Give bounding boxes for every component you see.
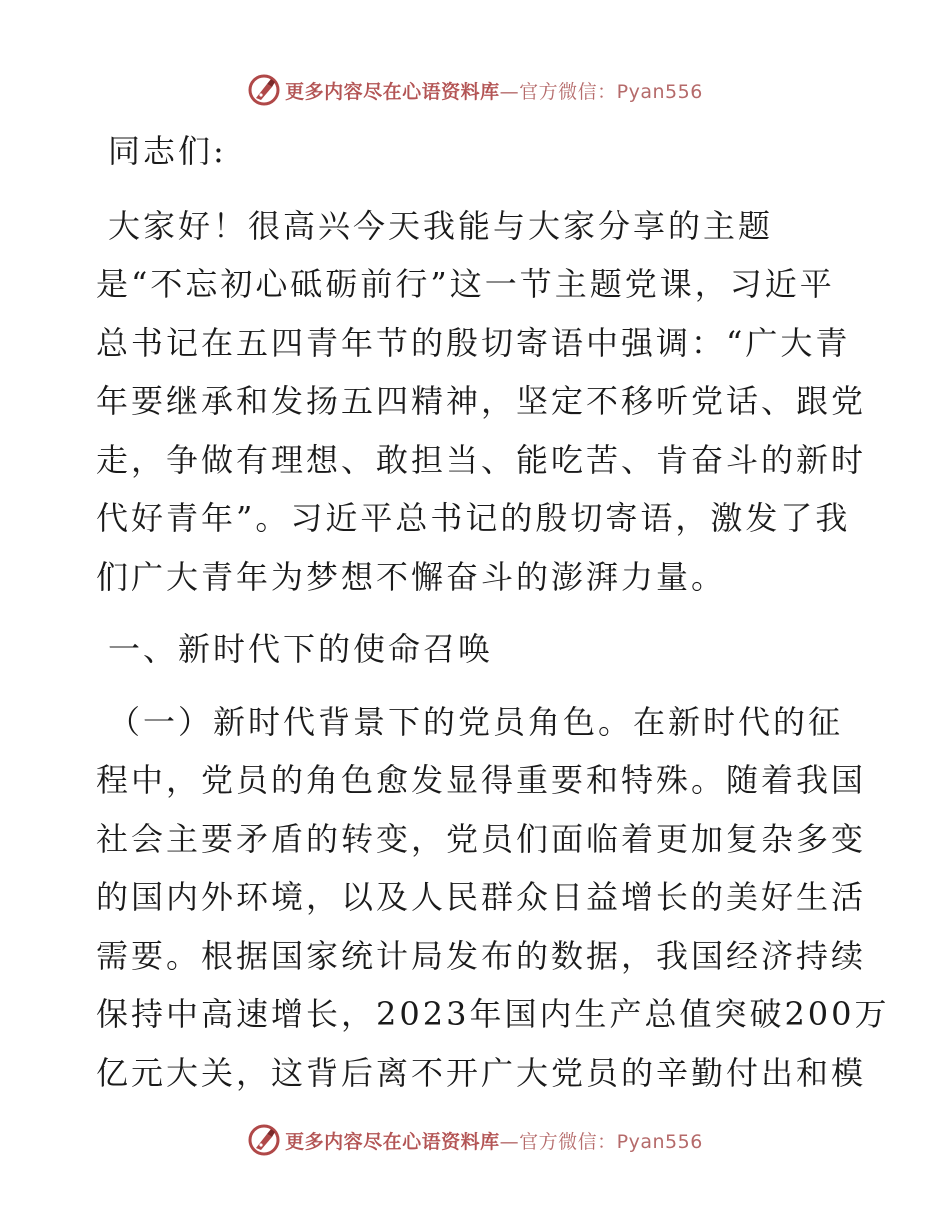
- paragraph-line: 亿元大关，这背后离不开广大党员的辛勤付出和模: [96, 1053, 867, 1092]
- paragraph-line: （一）新时代背景下的党员角色。在新时代的征: [108, 702, 844, 741]
- banner-main-text: 更多内容尽在心语资料库: [285, 1130, 500, 1153]
- paragraph-line: 们广大青年为梦想不懈奋斗的澎湃力量。: [96, 557, 727, 596]
- paragraph-line: 的国内外环境，以及人民群众日益增长的美好生活: [96, 878, 867, 916]
- pen-nib-logo-icon: [247, 73, 281, 107]
- pen-nib-logo-icon: [247, 1123, 281, 1157]
- footer-banner: [0, 1120, 950, 1160]
- banner-main-text: 更多内容尽在心语资料库: [285, 80, 500, 103]
- document-body: [96, 122, 890, 1102]
- salutation: 同志们:: [108, 132, 227, 170]
- banner-wechat-text: —官方微信：Pyan556: [499, 80, 703, 103]
- paragraph-line: 社会主要矛盾的转变，党员们面临着更加复杂多变: [96, 819, 867, 858]
- paragraph-line: 总书记在五四青年节的殷切寄语中强调：“广大青: [96, 323, 851, 362]
- paragraph-line: 保持中高速增长，2023年国内生产总值突破200万: [96, 995, 890, 1033]
- header-banner: [0, 70, 950, 110]
- paragraph-line: 代好青年”。习近平总书记的殷切寄语，激发了我: [96, 499, 851, 537]
- section-heading: 一、新时代下的使命召唤: [108, 630, 494, 668]
- paragraph-line: 大家好！很高兴今天我能与大家分享的主题: [108, 206, 774, 245]
- paragraph-line: 程中，党员的角色愈发显得重要和特殊。随着我国: [96, 761, 867, 799]
- banner-wechat-text: —官方微信：Pyan556: [499, 1130, 703, 1153]
- paragraph-line: 需要。根据国家统计局发布的数据，我国经济持续: [96, 936, 867, 975]
- paragraph-line: 走，争做有理想、敢担当、能吃苦、肯奋斗的新时: [96, 440, 867, 479]
- paragraph-line: 是“不忘初心砥砺前行”这一节主题党课，习近平: [96, 265, 835, 303]
- paragraph-line: 年要继承和发扬五四精神，坚定不移听党话、跟党: [96, 382, 867, 420]
